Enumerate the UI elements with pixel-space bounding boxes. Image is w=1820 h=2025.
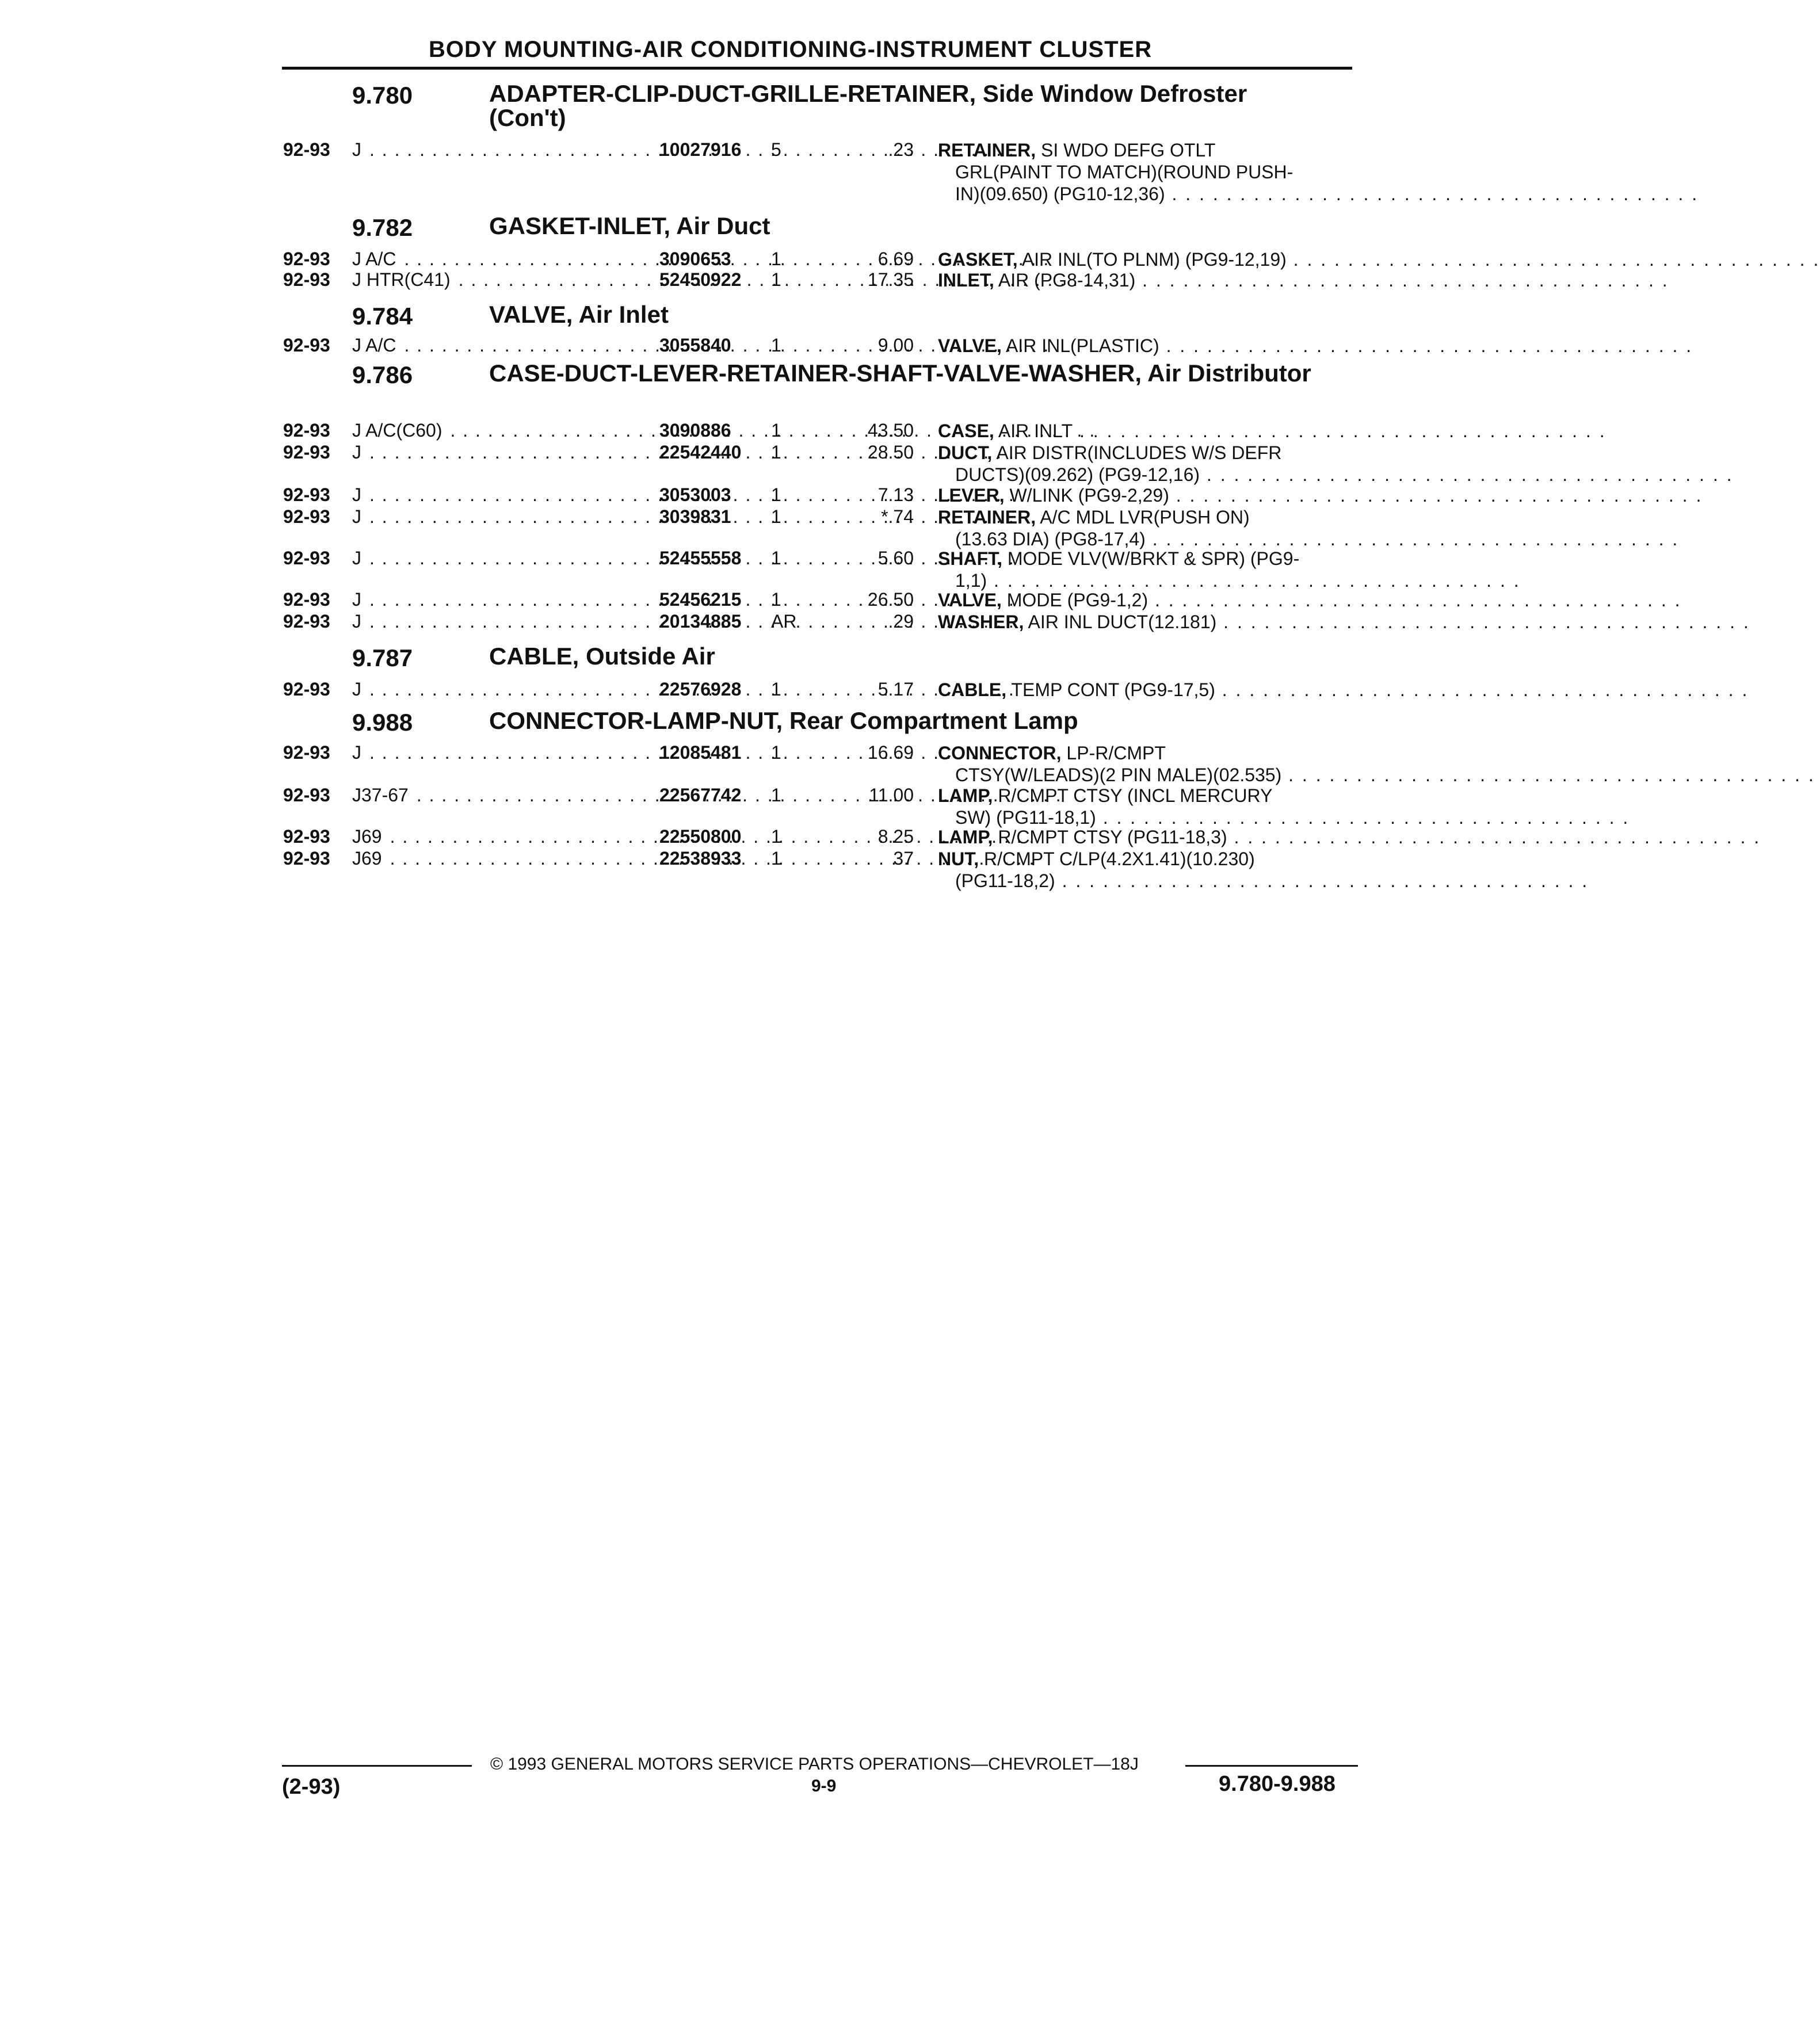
description-line	[938, 335, 1693, 357]
description-text: (13.63 DIA) (PG8-17,4)	[955, 529, 1146, 549]
description-text: AIR DISTR(INCLUDES W/S DEFR	[996, 442, 1282, 463]
part-name: DUCT,	[938, 442, 993, 463]
price: 6.69	[877, 249, 914, 269]
model-years: 92-93	[283, 506, 330, 527]
footer-section-range: 9.780-9.988	[1219, 1772, 1336, 1796]
part-number: 22550800	[659, 826, 742, 847]
model-years: 92-93	[283, 785, 330, 805]
model-code: J	[352, 679, 361, 700]
section-number: 9.988	[352, 709, 413, 736]
price: 9.00	[877, 335, 914, 356]
description-line	[938, 570, 1521, 591]
model-years: 92-93	[283, 442, 330, 463]
description-text: AIR INLT	[998, 421, 1073, 441]
description-text: DUCTS)(09.262) (PG9-12,16)	[955, 464, 1200, 485]
model-years: 92-93	[283, 484, 330, 505]
model-cell	[352, 679, 656, 702]
model-years: 92-93	[283, 589, 330, 610]
description-text: SW) (PG11-18,1)	[955, 807, 1096, 828]
description-text: GRL(PAINT TO MATCH)(ROUND PUSH-	[955, 162, 1294, 182]
description-line	[938, 506, 1341, 528]
model-code: J	[352, 139, 361, 160]
description-line	[938, 484, 1703, 506]
part-name: VALVE,	[938, 590, 1002, 610]
model-cell	[352, 420, 656, 443]
description-line	[938, 848, 1341, 870]
dot-leader: . . . . . . . . . . . . . . . . . . . . . . . . . . . . . . . . . . . . . . .	[1286, 249, 1820, 270]
description-line	[938, 442, 1341, 464]
model-cell	[352, 484, 656, 507]
description-text: A/C MDL LVR(PUSH ON)	[1040, 507, 1250, 528]
part-name: RETAINER,	[938, 140, 1036, 161]
description-text: SI WDO DEFG OTLT	[1040, 140, 1216, 161]
dot-leader: . . . . . . . . . . . . . . . . . . . . . . . . . . . . . . . . . . . . . . .	[1145, 529, 1680, 549]
footer-page-number: 9-9	[811, 1776, 837, 1795]
part-description	[938, 611, 1750, 633]
model-years: 92-93	[283, 139, 330, 160]
quantity: 1	[771, 484, 781, 505]
price: 8.25	[877, 826, 914, 847]
description-text: MODE (PG9-1,2)	[1006, 590, 1149, 610]
description-text: TEMP CONT (PG9-17,5)	[1011, 679, 1215, 700]
model-years: 92-93	[283, 848, 330, 869]
dot-leader: . . . . . . . . . . . . . . . . . . . . . . . . . . . . . . . . . . . . . . .	[1159, 335, 1693, 356]
dot-leader: . . . . . . . . . . . . . . . . . . . . . . . . . . . . . . . . . . . . . . .	[1096, 807, 1630, 828]
model-code: J69	[352, 826, 382, 847]
model-cell	[352, 442, 656, 465]
quantity: 1	[771, 679, 781, 700]
description-text: R/CMPT CTSY (INCL MERCURY	[998, 785, 1273, 806]
part-description	[938, 679, 1749, 701]
part-name: NUT,	[938, 849, 979, 869]
model-cell	[352, 548, 656, 571]
part-name: VALVE,	[938, 335, 1002, 356]
dot-leader: . . . . . . . . . . . . . . . . . . . . . . . . . . . . . . . . . . . . . . .	[1215, 679, 1749, 700]
part-name: LAMP,	[938, 827, 993, 847]
section-number: 9.787	[352, 644, 413, 671]
price: *.74	[881, 506, 914, 527]
description-line	[938, 464, 1734, 486]
part-description	[938, 442, 1734, 486]
description-line	[938, 161, 1341, 183]
description-text: R/CMPT CTSY (PG11-18,3)	[998, 827, 1227, 847]
part-number: 22576928	[659, 679, 742, 700]
model-code: J	[352, 589, 361, 610]
model-cell	[352, 785, 656, 808]
description-line	[938, 611, 1750, 633]
quantity: 1	[771, 335, 781, 356]
section-number: 9.786	[352, 361, 413, 388]
quantity: 1	[771, 420, 781, 441]
model-cell	[352, 335, 656, 358]
model-code: J A/C	[352, 335, 396, 356]
dot-leader: . . . . . . . . . . . . . . . . . . . . . . . . . . . . . . . . . . . . . . .	[1169, 485, 1703, 506]
quantity: 1	[771, 249, 781, 269]
part-number: 52456215	[659, 589, 742, 610]
description-line	[938, 764, 1815, 786]
part-description	[938, 506, 1680, 550]
dot-leader: . . . . . . . . . . . . . . . . . . . . . . . . . . . . . . . . . . . . . . .	[1073, 421, 1607, 441]
part-name: INLET,	[938, 270, 994, 291]
part-number: 10027916	[659, 139, 742, 160]
model-years: 92-93	[283, 249, 330, 269]
model-years: 92-93	[283, 420, 330, 441]
description-line	[938, 742, 1341, 764]
description-line	[938, 589, 1682, 611]
model-cell	[352, 611, 656, 634]
model-cell	[352, 249, 656, 272]
quantity: AR	[771, 611, 797, 632]
model-code: J A/C	[352, 249, 396, 269]
description-line	[938, 807, 1630, 828]
part-description	[938, 269, 1669, 291]
model-cell	[352, 589, 656, 612]
part-number: 12085481	[659, 742, 742, 763]
price: 5.17	[877, 679, 914, 700]
description-text: W/LINK (PG9-2,29)	[1009, 485, 1169, 506]
part-name: CABLE,	[938, 679, 1007, 700]
part-number: 20134885	[659, 611, 742, 632]
model-code: J69	[352, 848, 382, 869]
quantity: 1	[771, 826, 781, 847]
dot-leader: . . . . . . . . . . . . . . . . . . . . . . . . . . . . . . . . . . . . . . .	[987, 570, 1521, 591]
section-title: GASKET-INLET, Air Duct	[489, 212, 770, 239]
description-line	[938, 870, 1589, 892]
dot-leader: . . . . . . . . . . . . . . . . . . . . . . . . . . . . . . . . . . . . . . .	[1227, 827, 1761, 847]
model-years: 92-93	[283, 826, 330, 847]
description-line	[938, 420, 1607, 442]
model-code: J	[352, 484, 361, 505]
description-line	[938, 249, 1820, 270]
description-line	[938, 183, 1699, 205]
part-description	[938, 335, 1693, 357]
price: 11.00	[869, 785, 914, 805]
part-name: GASKET,	[938, 249, 1018, 270]
quantity: 1	[771, 269, 781, 290]
section-number: 9.782	[352, 214, 413, 241]
model-cell	[352, 139, 656, 162]
dot-leader: . . . . . . . . . . . . . . . . . . . . . . . . . . . . . . . . . . . . . . .	[1148, 590, 1682, 610]
part-name: LAMP,	[938, 785, 993, 806]
description-text: MODE VLV(W/BRKT & SPR) (PG9-	[1007, 548, 1300, 569]
description-line	[938, 528, 1680, 550]
model-cell	[352, 269, 656, 292]
model-years: 92-93	[283, 611, 330, 632]
part-name: CASE,	[938, 421, 994, 441]
part-name: CONNECTOR,	[938, 743, 1062, 763]
description-text: AIR INL(TO PLNM) (PG9-12,19)	[1021, 249, 1287, 270]
dot-leader: . . . . . . . . . . . . . . . . . . . . . . . . . . . . . . . . . . . . . . .	[1216, 612, 1750, 632]
quantity: 1	[771, 848, 781, 869]
part-name: SHAFT,	[938, 548, 1002, 569]
quantity: 1	[771, 442, 781, 463]
part-name: LEVER,	[938, 485, 1005, 506]
quantity: 1	[771, 742, 781, 763]
model-code: J	[352, 442, 361, 463]
section-title: CABLE, Outside Air	[489, 643, 715, 670]
model-code: J HTR(C41)	[352, 269, 451, 290]
price: 37	[893, 848, 914, 869]
part-number: 52450922	[659, 269, 742, 290]
price: 16.69	[867, 742, 914, 763]
description-line	[938, 679, 1749, 701]
section-title: CONNECTOR-LAMP-NUT, Rear Compartment Lamp	[489, 707, 1078, 734]
description-line	[938, 139, 1341, 161]
part-number: 22567742	[659, 785, 742, 805]
section-title: VALVE, Air Inlet	[489, 301, 669, 328]
part-number: 3090653	[659, 249, 731, 269]
footer-rule-right	[1185, 1765, 1358, 1767]
footer-copyright: © 1993 GENERAL MOTORS SERVICE PARTS OPERATIONS—CHEVROLET—18J	[490, 1755, 1139, 1774]
dot-leader: . . . . . . . . . . . . . . . . . . . . . . . . . . . . . . . . . . . . . . .	[1165, 184, 1699, 204]
description-line	[938, 269, 1669, 291]
model-years: 92-93	[283, 335, 330, 356]
description-line	[938, 826, 1761, 848]
description-text: AIR INL(PLASTIC)	[1005, 335, 1159, 356]
footer-rule-left	[282, 1765, 472, 1767]
model-cell	[352, 742, 656, 765]
part-name: WASHER,	[938, 612, 1024, 632]
section-title: ADAPTER-CLIP-DUCT-GRILLE-RETAINER, Side Window Defroster (Con't)	[489, 80, 1247, 131]
model-code: J A/C(C60)	[352, 420, 442, 441]
description-text: LP-R/CMPT	[1066, 743, 1166, 763]
description-text: R/CMPT C/LP(4.2X1.41)(10.230)	[984, 849, 1255, 869]
price: 5.60	[877, 548, 914, 568]
price: 43.50	[867, 420, 914, 441]
model-years: 92-93	[283, 742, 330, 763]
price: .23	[888, 139, 914, 160]
part-description	[938, 589, 1682, 611]
part-description	[938, 785, 1630, 828]
model-code: J37-67	[352, 785, 409, 805]
part-description	[938, 826, 1761, 848]
part-description	[938, 848, 1589, 892]
part-number: 22538933	[659, 848, 742, 869]
part-description	[938, 139, 1699, 205]
price: 28.50	[867, 442, 914, 463]
model-code: J	[352, 548, 361, 568]
model-years: 92-93	[283, 269, 330, 290]
description-line	[938, 548, 1341, 570]
quantity: 1	[771, 785, 781, 805]
part-number: 52455558	[659, 548, 742, 568]
model-years: 92-93	[283, 548, 330, 568]
description-text: 1,1)	[955, 570, 987, 591]
dot-leader: . . . . . . . . . . . . . . . . . . . . . . . . . . . . . . . . . . . . . . .	[1135, 270, 1669, 291]
part-description	[938, 548, 1521, 591]
dot-leader: . . . . . . . . . . . . . . . . . . . . . . . . . . . . . . . . . . . . . . .	[1055, 870, 1589, 891]
section-title: CASE-DUCT-LEVER-RETAINER-SHAFT-VALVE-WASHER, Air Distributor	[489, 360, 1311, 387]
part-description	[938, 420, 1607, 442]
model-cell	[352, 826, 656, 849]
price: 26.50	[867, 589, 914, 610]
part-description	[938, 249, 1820, 270]
section-number: 9.780	[352, 82, 413, 109]
page-title: BODY MOUNTING-AIR CONDITIONING-INSTRUMENT CLUSTER	[429, 37, 1153, 62]
part-number: 3053003	[659, 484, 731, 505]
section-number: 9.784	[352, 303, 413, 330]
model-code: J	[352, 742, 361, 763]
quantity: 1	[771, 548, 781, 568]
model-years: 92-93	[283, 679, 330, 700]
part-number: 3055840	[659, 335, 731, 356]
description-line	[938, 785, 1341, 807]
dot-leader: . . . . . . . . . . . . . . . . . . . . . . . . . . . . . . . . . . . . . . .	[1200, 464, 1734, 485]
price: .29	[888, 611, 914, 632]
part-number: 3090886	[659, 420, 731, 441]
description-text: AIR INL DUCT(12.181)	[1028, 612, 1217, 632]
quantity: 1	[771, 506, 781, 527]
description-text: CTSY(W/LEADS)(2 PIN MALE)(02.535)	[955, 765, 1282, 785]
part-description	[938, 742, 1815, 786]
footer-date: (2-93)	[282, 1775, 341, 1799]
model-cell	[352, 848, 656, 871]
quantity: 1	[771, 589, 781, 610]
price: 7.13	[877, 484, 914, 505]
model-code: J	[352, 506, 361, 527]
part-number: 22542440	[659, 442, 742, 463]
description-text: AIR (PG8-14,31)	[998, 270, 1136, 291]
part-name: RETAINER,	[938, 507, 1036, 528]
model-cell	[352, 506, 656, 529]
part-number: 3039831	[659, 506, 731, 527]
model-code: J	[352, 611, 361, 632]
quantity: 5	[771, 139, 781, 160]
part-description	[938, 484, 1703, 506]
description-text: IN)(09.650) (PG10-12,36)	[955, 184, 1165, 204]
dot-leader: . . . . . . . . . . . . . . . . . . . . . . . . . . . . . . . . . . . . . . .	[1281, 765, 1815, 785]
price: 17.35	[867, 269, 914, 290]
description-text: (PG11-18,2)	[955, 870, 1055, 891]
